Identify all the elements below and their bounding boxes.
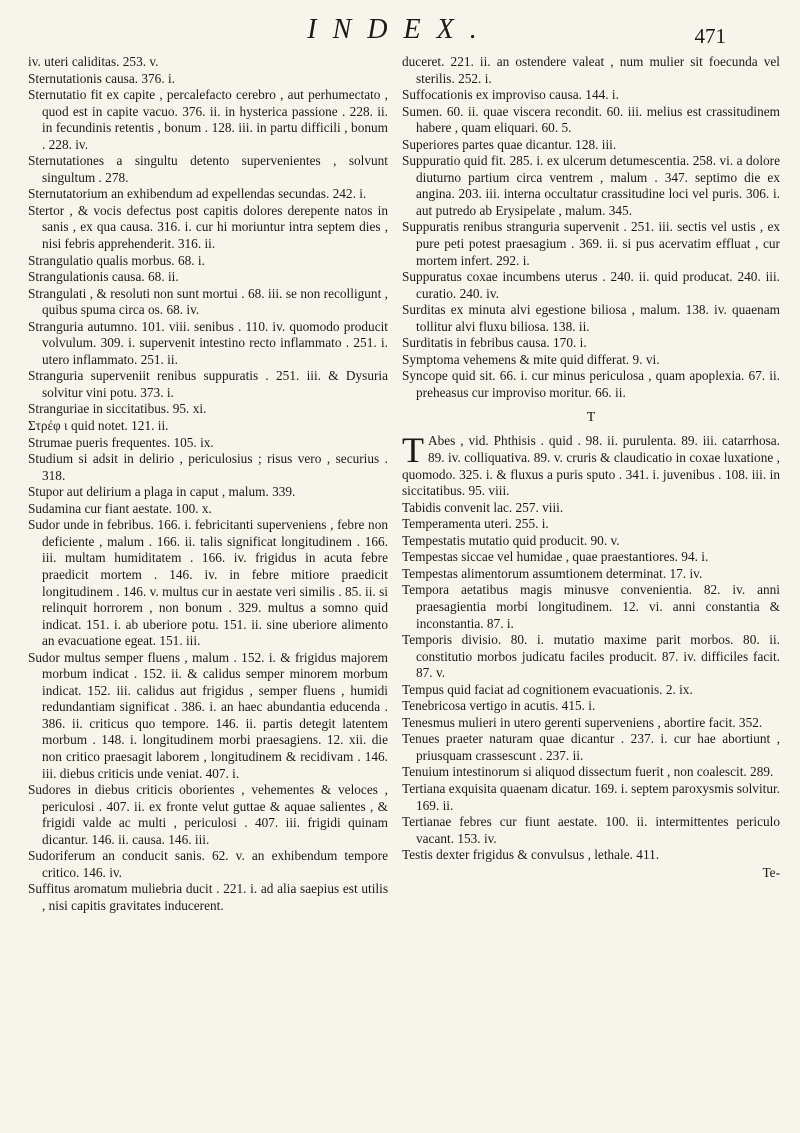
index-entry: Symptoma vehemens & mite quid differat. 9. vi. [402,351,660,367]
left-column [28,54,388,914]
index-entry: Suffocationis ex improviso causa. 144. i. [402,87,619,103]
index-entry: Suppuratis renibus stranguria supervenit . 251. iii. sectis vel ustis , ex pure peti potest praesagium . 369. ii. si pus acervatim effluat , cur mortem infert. 292. i. [402,219,780,268]
index-entry: Tenues praeter naturam quae dicantur . 237. i. cur hae abortiunt , priusquam crassescunt . 237. ii. [402,731,780,763]
index-entry: Stertor , & vocis defectus post capitis dolores derepente natos in sanis , ex qua causa. 316. i. cur hi moriuntur intra septem dies , nisi febris apprehenderit. 316. ii. [28,202,388,252]
index-entry: Tempestas alimentorum assumtionem determinat. 17. iv. [402,565,703,581]
index-entry: Sudor unde in febribus. 166. i. febricitanti superveniens , febre non deficiente , malum . 166. ii. talis significat longitudinem . 166. iii. multam humiditatem . 166. iv. frigidus in acuta febre praedicit mortem . 146. iv. in febre mitiore praedicit longitudinem . 146. v. multus cur in aestate veri similis . 85. ii. si relinquit horrorem , non bonum . 329. multus a somno quid indicat. 151. i. ab uberiore potu. 151. ii. sine uberiore alimento an evacuatione egeat. 151. iii. [28,517,388,649]
index-entry: Stranguriae in siccitatibus. 95. xi. [28,401,207,417]
drop-cap-t: T [402,430,424,471]
index-entry: Sudoriferum an conducit sanis. 62. v. an exhibendum tempore critico. 146. iv. [28,848,388,880]
index-entry: Strangulationis causa. 68. ii. [28,269,179,285]
index-entry: Stupor aut delirium a plaga in caput , malum. 339. [28,484,296,500]
index-entry: Sumen. 60. ii. quae viscera recondit. 60. iii. melius est crassitudinem habere , quam eliquari. 60. 5. [402,103,780,136]
index-entry: Syncope quid sit. 66. i. cur minus periculosa , quam apoplexia. 67. ii. preheasus cur improviso moritur. 66. ii. [402,368,780,400]
index-entry: Surditas ex minuta alvi egestione biliosa , malum. 138. iv. quaenam tollitur alvi fluxu biliosa. 138. ii. [402,302,780,334]
index-entry: Tenuium intestinorum si aliquod dissectum fuerit , non coalescit. 289. [402,764,774,780]
index-entry: duceret. 221. ii. an ostendere valeat , num mulier sit foecunda vel sterilis. 252. i. [402,54,780,86]
index-entry-text: Abes , vid. Phthisis . quid . 98. ii. purulenta. 89. iii. catarrhosa. 89. iv. colliquativa. 89. v. cruris & claudicatio in coxae luxatione , quomodo. 325. i. & fluxus a puris sputo . 341. i. juvenibus . 108. iii. in siccitatibus. 95. viii. [402,433,780,499]
index-entry: Sudor multus semper fluens , malum . 152. i. & frigidus majorem morbum indicat . 152. ii. & calidus semper minorem morbum indicat. 152. iii. calidus aut frigidus , semper fluens , humidi redundantiam significat . 386. i. an haec abundantia educenda . 386. ii. criticus quo tempore. 146. ii. partis detegit latentem morbum . 148. i. longitudinem morbi praesagiens. 12. xii. die non critico praesagit laborem , longitudinem & recidivam . 146. iii. diebus criticis unde veniat. 407. i. [28,649,388,781]
page-header [0,14,800,50]
section-letter-t: T [586,410,596,426]
index-entry [402,430,780,499]
index-entry: Stranguria autumno. 101. viii. senibus . 110. iv. quomodo producit volvulum. 309. i. supervenit intestino recto inflammato . 251. i. utero inflammato. 251. ii. [28,318,388,367]
index-entry: Tenesmus mulieri in utero gerenti superveniens , abortire facit. 352. [402,714,763,730]
index-entry: Studium si adsit in delirio , periculosius ; risus vero , securius . 318. [28,451,388,483]
index-entry: Tempestatis mutatio quid producit. 90. v. [402,532,620,548]
index-entry: Tempora aetatibus magis minusve convenientia. 82. iv. anni praesagientia morbi longitudinem. 12. vi. anni constantia & inconstantia. 87. i. [402,582,780,631]
index-entry: Sternutatio fit ex capite , percalefacto cerebro , aut perhumectato , quod est in capite vacuo. 376. ii. in hysterica passione . 228. ii. in fecundinis retentis , bonum . 128. iii. in partu difficili , bonum . 228. iv. [28,87,388,152]
index-entry: Surditatis in febribus causa. 170. i. [402,335,587,351]
index-entry: Testis dexter frigidus & convulsus , lethale. 411. [402,847,660,863]
index-entry: Temperamenta uteri. 255. i. [402,516,549,532]
index-entry: Strumae pueris frequentes. 105. ix. [28,434,214,450]
index-entry: Tabidis convenit lac. 257. viii. [402,499,564,515]
index-entry: Strangulati , & resoluti non sunt mortui . 68. iii. se non recolligunt , quibus spuma circa os. 68. iv. [28,285,388,318]
index-entry: Tempestas siccae vel humidae , quae praestantiores. 94. i. [402,549,709,565]
index-entry: Strangulatio qualis morbus. 68. i. [28,252,205,268]
page-number: 471 [694,24,726,48]
index-entry: Tempus quid faciat ad cognitionem evacuationis. 2. ix. [402,681,693,697]
index-entry: iv. uteri caliditas. 253. v. [28,54,159,69]
index-entry: Tertianae febres cur fiunt aestate. 100. ii. intermittentes periculo vacant. 153. iv. [402,814,780,846]
index-entry: Tenebricosa vertigo in acutis. 415. i. [402,698,596,714]
index-entry: Suppuratio quid fit. 285. i. ex ulcerum detumescentia. 258. vi. a dolore diuturno partium circa ventrem , malum . 347. septimo die ex angina. 203. iii. interna occultatur crassitudine loci vel puris. 306. i. aut putredo ab Erysipelate , malum. 345. [402,153,780,218]
index-entry: Stranguria superveniit renibus suppuratis . 251. iii. & Dysuria solvitur vini potu. 373. i. [28,368,388,400]
index-title: INDEX. [307,14,493,45]
index-entry: Suppuratus coxae incumbens uterus . 240. ii. quid producat. 240. iii. curatio. 240. iv. [402,269,780,301]
index-entry: Sternutationis causa. 376. i. [28,70,175,86]
right-column [402,54,780,881]
index-entry: Sternutationes a singultu detento supervenientes , solvunt singultum . 278. [28,153,388,185]
index-entry: Sudores in diebus criticis oborientes , vehementes & veloces , periculosi . 407. ii. ex fronte velut guttae & aquae salientes , & frigidi valde ac multi , periculosi . 407. iii. frigidi quinam dicantur. 146. ii. causa. 146. iii. [28,782,388,847]
catchword: Te- [762,864,780,880]
index-entry: Superiores partes quae dicantur. 128. iii. [402,136,617,152]
index-entry: Sudamina cur fiant aestate. 100. x. [28,500,212,516]
index-entry: Temporis divisio. 80. i. mutatio maxime parit morbos. 80. ii. constitutio morbos judicatu faciles producit. 87. iv. difficiles facit. 87. v. [402,632,780,681]
index-entry: Στρέφ ι quid notet. 121. ii. [28,418,169,434]
index-entry: Suffitus aromatum muliebria ducit . 221. i. ad alia saepius est utilis , nisi capitis gravitates inducerent. [28,881,388,913]
index-entry: Tertiana exquisita quaenam dicatur. 169. i. septem paroxysmis solvitur. 169. ii. [402,780,780,813]
index-entry: Sternutatorium an exhibendum ad expellendas secundas. 242. i. [28,186,367,202]
